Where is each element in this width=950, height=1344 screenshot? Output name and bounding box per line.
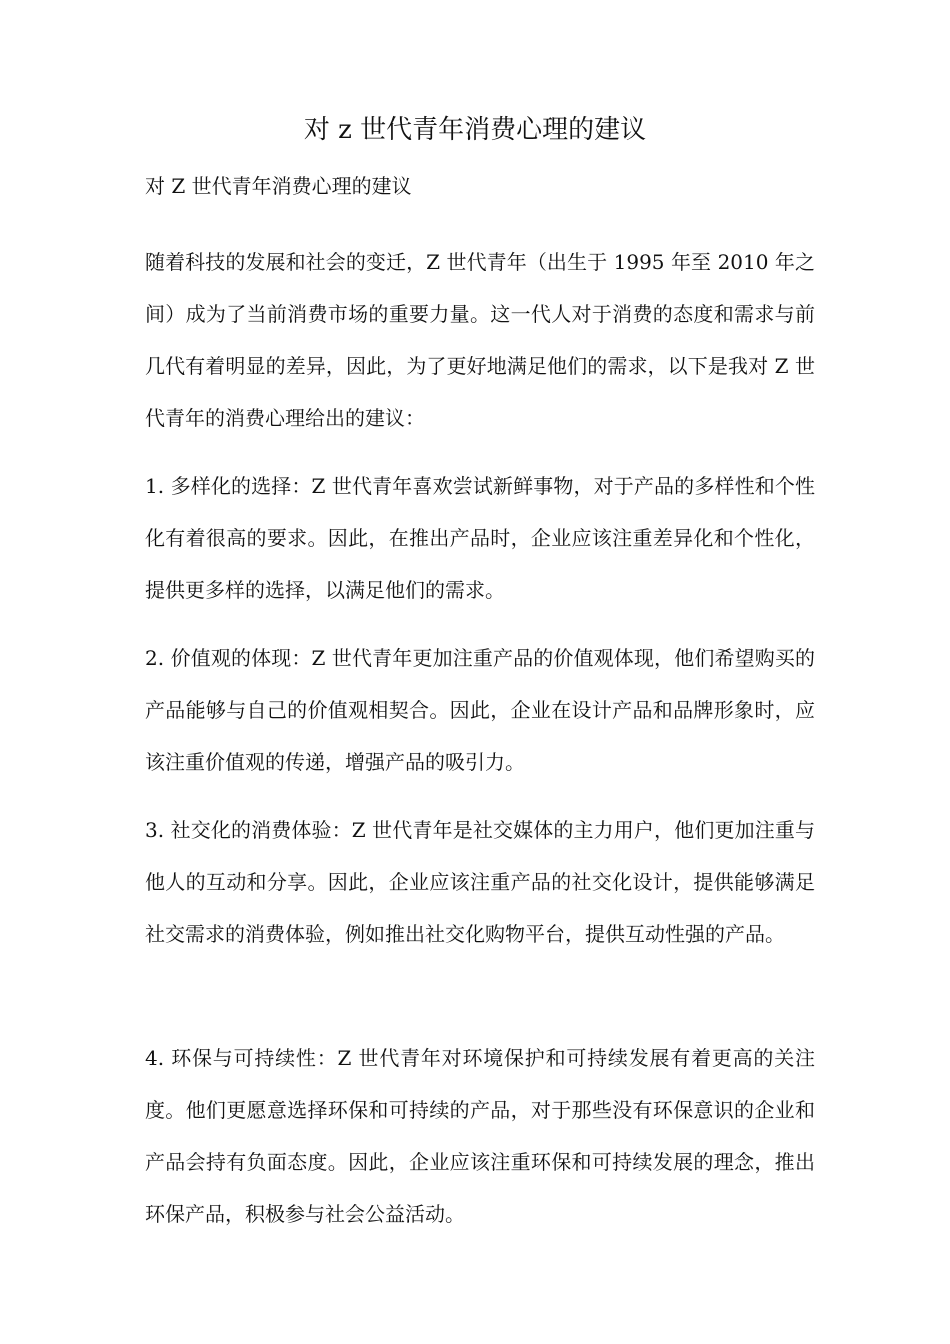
paragraph-point-4: 4. 环保与可持续性：Z 世代青年对环境保护和可持续发展有着更高的关注度。他们更愿意选择环保和可持续的产品，对于那些没有环保意识的企业和产品会持有负面态度。因此，企业应该注重环保和可持续发展的理念，推出环保产品，积极参与社会公益活动。 xyxy=(145,1046,815,1226)
paragraph-intro: 随着科技的发展和社会的变迁，Z 世代青年（出生于 1995 年至 2010 年之间）成为了当前消费市场的重要力量。这一代人对于消费的态度和需求与前几代有着明显的差异，因此，为了更好地满足他们的需求，以下是我对 Z 世代青年的消费心理给出的建议： xyxy=(145,250,815,430)
document-title: 对 z 世代青年消费心理的建议 xyxy=(303,115,647,145)
paragraph-point-3: 3. 社交化的消费体验：Z 世代青年是社交媒体的主力用户，他们更加注重与他人的互动和分享。因此，企业应该注重产品的社交化设计，提供能够满足社交需求的消费体验，例如推出社交化购物平台，提供互动性强的产品。 xyxy=(145,818,815,946)
paragraph-point-1: 1. 多样化的选择：Z 世代青年喜欢尝试新鲜事物，对于产品的多样性和个性化有着很高的要求。因此，在推出产品时，企业应该注重差异化和个性化，提供更多样的选择，以满足他们的需求。 xyxy=(145,474,815,602)
document-subtitle: 对 Z 世代青年消费心理的建议 xyxy=(145,174,412,198)
paragraph-point-2: 2. 价值观的体现：Z 世代青年更加注重产品的价值观体现，他们希望购买的产品能够与自己的价值观相契合。因此，企业在设计产品和品牌形象时，应该注重价值观的传递，增强产品的吸引力。 xyxy=(145,646,815,774)
